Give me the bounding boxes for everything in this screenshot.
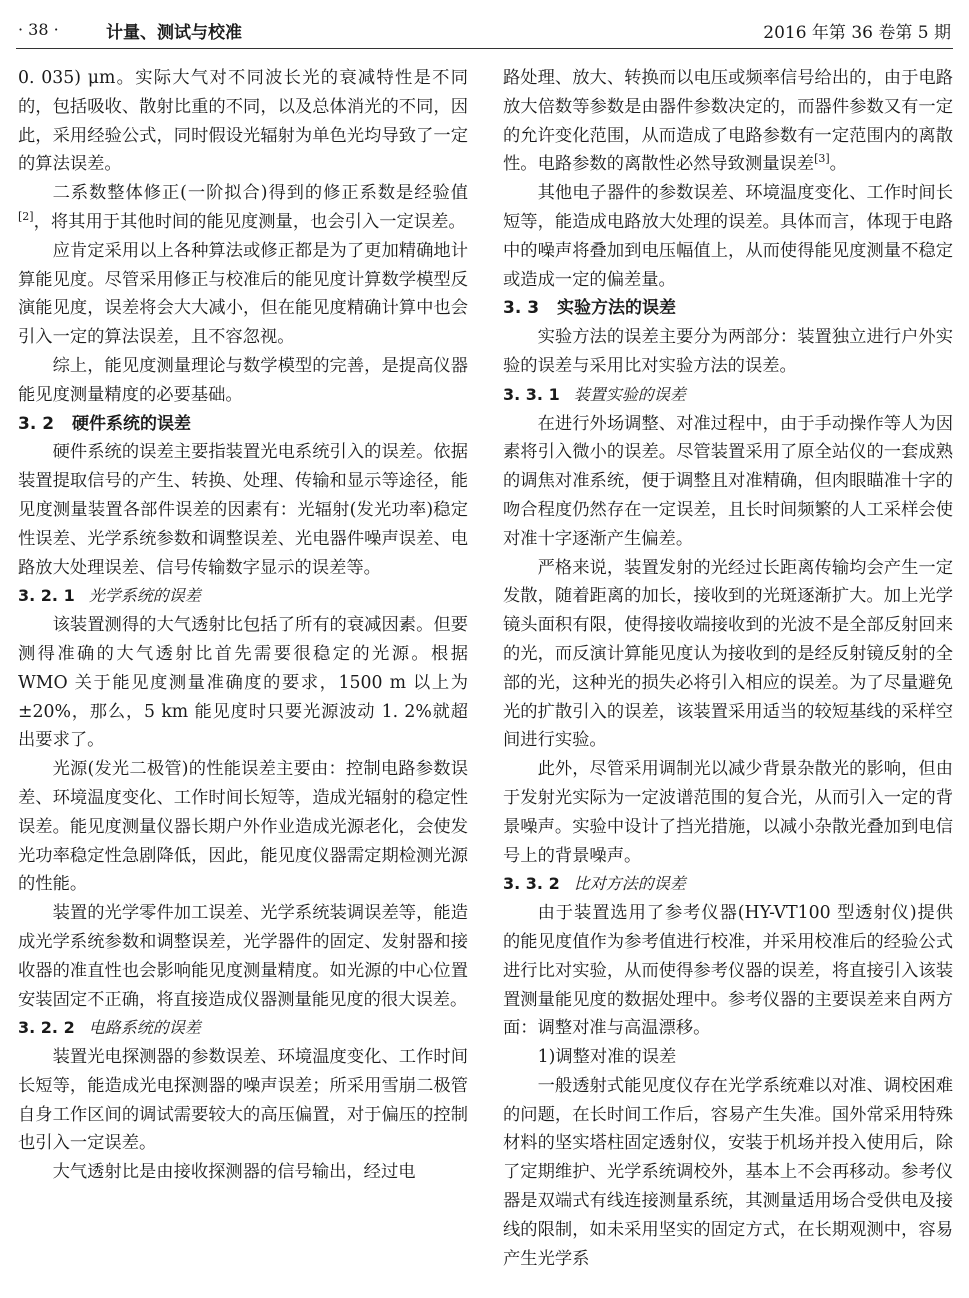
paragraph: 0. 035) μm。实际大气对不同波长光的衰减特性是不同的，包括吸收、散射比重的不同，以及总体消光的不同，因此，采用经验公式，同时假设光辐射为单色光均导致了一定的算法误差。 [18,68,468,175]
paragraph: 装置光电探测器的参数误差、环境温度变化、工作时间长短等，能造成光电探测器的噪声误差；所采用雪崩二极管自身工作区间的调试需要较大的高压偏置，对于偏压的控制也引入一定误差。 [18,1047,468,1154]
paragraph: 综上，能见度测量理论与数学模型的完善，是提高仪器能见度测量精度的必要基础。 [18,355,468,405]
subsection-heading [503,381,953,410]
section-number: 3. 2 [18,413,55,434]
subsection-number: 3. 3. 2 [503,874,560,894]
paragraph [18,179,468,237]
subsection-title: 光学系统的误差 [88,586,201,606]
paragraph: 光源(发光二极管)的性能误差主要由：控制电路参数误差、环境温度变化、工作时间长短等，造成光辐射的稳定性误差。能见度测量仪器长期户外作业造成光源老化，会使发光功率稳定性急剧降低，因此，能见度仪器需定期检测光源的性能。 [18,759,468,895]
paragraph [503,64,953,179]
paragraph: 在进行外场调整、对准过程中，由于手动操作等人为因素将引入微小的误差。尽管装置采用了原全站仪的一套成熟的调焦对准系统，便于调整且对准精确，但肉眼瞄准十字的吻合程度仍然存在一定误差，且长时间频繁的人工采样会使对准十字逐渐产生偏差。 [503,413,953,549]
paragraph: 大气透射比是由接收探测器的信号输出，经过电 [52,1162,416,1183]
section-title: 硬件系统的误差 [72,413,192,434]
subsection-title: 装置实验的误差 [573,384,686,404]
header-rule [16,48,953,49]
citation[interactable]: [3] [814,152,830,166]
paragraph: 严格来说，装置发射的光经过长距离传输均会产生一定发散，随着距离的加长，接收到的光斑逐渐扩大。加上光学镜头面积有限，使得接收端接收到的光波不是全部反射回来的光，而反演计算能见度认为接收到的是经反射镜反射的全部的光，这种光的损失必将引入相应的误差。为了尽量避免光的扩散引入的误差，该装置采用适当的较短基线的采样空间进行实验。 [503,557,953,751]
paragraph: 此外，尽管采用调制光以减少背景杂散光的影响，但由于发射光实际为一定波谱范围的复合光，从而引入一定的背景噪声。实验中设计了挡光措施，以减小杂散光叠加到电信号上的背景噪声。 [503,759,953,866]
subsection-heading [503,870,953,899]
section-heading [18,410,468,439]
paragraph: 装置的光学零件加工误差、光学系统装调误差等，能造成光学系统参数和调整误差，光学器件的固定、发射器和接收器的准直性也会影响能见度测量精度。如光源的中心位置安装固定不正确，将直接造成仪器测量能见度的很大误差。 [18,903,468,1010]
paragraph: 实验方法的误差主要分为两部分：装置独立进行户外实验的误差与采用比对实验方法的误差。 [503,327,953,376]
subsection-heading [18,582,468,611]
paragraph: 应肯定采用以上各种算法或修正都是为了更加精确地计算能见度。尽管采用修正与校准后的能见度计算数学模型反演能见度，误差将会大大减小，但在能见度精确计算中也会引入一定的算法误差，且不容忽视。 [18,240,468,348]
subsection-title: 比对方法的误差 [573,874,686,894]
paragraph-text: ，将其用于其他时间的能见度测量，也会引入一定误差。 [33,211,466,232]
issue-info: 2016 年第 36 卷第 5 期 [763,23,951,43]
paragraph: 其他电子器件的参数误差、环境温度变化、工作时间长短等，能造成电路放大处理的误差。具体而言，体现于电路中的噪声将叠加到电压幅值上，从而使得能见度测量不稳定或造成一定的偏差量。 [503,183,953,290]
right-column [503,64,953,1294]
paragraph: 由于装置选用了参考仪器(HY-VT100 型透射仪)提供的能见度值作为参考值进行校准，并采用校准后的经验公式进行比对实验，从而使得参考仪器的误差，将直接引入该装置测量能见度的数据处理中。参考仪器的主要误差来自两方面：调整对准与高温漂移。 [503,903,953,1039]
paragraph-text: 二系数整体修正(一阶拟合)得到的修正系数是经验值 [52,183,468,204]
paragraph: 该装置测得的大气透射比包括了所有的衰减因素。但要测得准确的大气透射比首先需要很稳定的光源。根据 WMO 关于能见度测量准确度的要求，1500 m 以上为±20%，那么，5 km 能见度时只要光源波动 1. 2%就超出要求了。 [18,615,468,751]
page-header [0,0,969,48]
citation[interactable]: [2] [18,210,34,224]
section-title: 实验方法的误差 [557,298,677,319]
section-heading [503,294,953,323]
journal-title: 计量、测试与校准 [106,23,242,43]
paragraph: 硬件系统的误差主要指装置光电系统引入的误差。依据装置提取信号的产生、转换、处理、传输和显示等途径，能见度测量装置各部件误差的因素有：光辐射(发光功率)稳定性误差、光学系统参数和调整误差、光电器件噪声误差、电路放大处理误差、信号传输数字显示的误差等。 [18,442,468,578]
paragraph-text: 。 [829,154,847,175]
subsection-heading [18,1014,468,1043]
subsection-number: 3. 3. 1 [503,384,560,404]
left-column [18,64,468,1294]
page-number: · 38 · [18,20,59,39]
list-label: 1)调整对准的误差 [537,1047,677,1068]
subsection-title: 电路系统的误差 [88,1018,201,1038]
paragraph: 一般透射式能见度仪存在光学系统难以对准、调校困难的问题，在长时间工作后，容易产生失准。国外常采用特殊材料的坚实塔柱固定透射仪，安装于机场并投入使用后，除了定期维护、光学系统调校外，基本上不会再移动。参考仪器是双端式有线连接测量系统，其测量适用场合受供电及接线的限制，如未采用坚实的固定方式，在长期观测中，容易产生光学系 [503,1075,953,1269]
subsection-number: 3. 2. 2 [18,1018,75,1038]
section-number: 3. 3 [503,298,540,319]
subsection-number: 3. 2. 1 [18,586,75,606]
paragraph-text: 路处理、放大、转换而以电压或频率信号给出的，由于电路放大倍数等参数是由器件参数决定的，而器件参数又有一定的允许变化范围，从而造成了电路参数有一定范围内的离散性。电路参数的离散性必然导致测量误差 [503,68,953,175]
